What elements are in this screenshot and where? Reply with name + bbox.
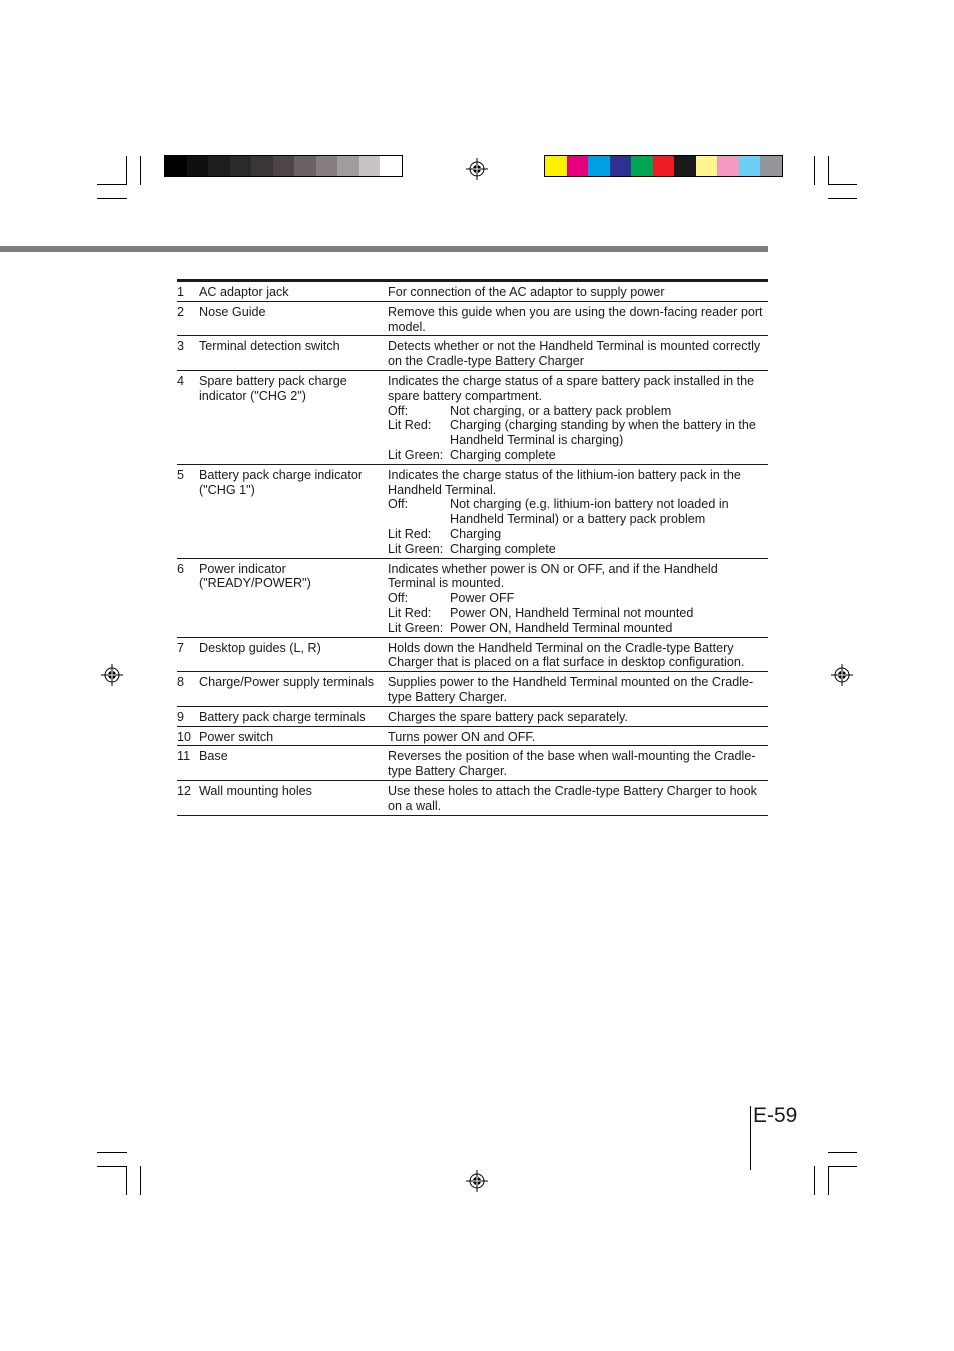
state-value: Not charging (e.g. lithium-ion battery not loaded in Handheld Terminal) or a battery pack problem [450,497,729,527]
indicator-state [388,591,768,606]
part-number: 12 [177,780,199,815]
table-row [177,464,768,558]
part-description-cell [388,746,768,781]
part-description: Holds down the Handheld Terminal on the Cradle-type Battery Charger that is placed on a flat surface in desktop configuration. [388,640,745,670]
part-description: For connection of the AC adaptor to supply power [388,285,665,299]
part-description: Use these holes to attach the Cradle-type Battery Charger to hook on a wall. [388,783,757,813]
part-description-cell [388,672,768,707]
part-name: Charge/Power supply terminals [199,672,388,707]
indicator-state [388,621,768,636]
part-number: 9 [177,706,199,726]
state-key: Lit Red: [388,526,432,541]
table-row [177,637,768,672]
color-swatch [359,156,381,176]
part-description-cell [388,336,768,371]
part-description-cell [388,780,768,815]
color-swatch [294,156,316,176]
table-row [177,746,768,781]
part-name: Terminal detection switch [199,336,388,371]
part-number: 10 [177,726,199,746]
color-swatch [653,156,675,176]
part-description-cell [388,281,768,302]
color-swatch [631,156,653,176]
color-swatch [588,156,610,176]
state-key: Lit Green: [388,541,444,556]
color-swatch [717,156,739,176]
part-number: 6 [177,558,199,637]
part-description-cell [388,637,768,672]
indicator-state [388,527,768,542]
part-description-cell [388,726,768,746]
color-swatch [273,156,295,176]
table-row [177,726,768,746]
indicator-state [388,448,768,463]
part-number: 2 [177,301,199,336]
table-row [177,672,768,707]
state-value: Power ON, Handheld Terminal mounted [450,620,673,635]
color-swatch [316,156,338,176]
part-description: Charges the spare battery pack separately. [388,709,628,724]
part-number: 3 [177,336,199,371]
color-swatch [251,156,273,176]
part-name: Nose Guide [199,301,388,336]
color-swatch [208,156,230,176]
part-description: Indicates the charge status of a spare battery pack installed in the spare battery compartment. [388,373,755,403]
state-key: Lit Green: [388,620,444,635]
registration-mark-icon [466,1170,488,1192]
part-description: Supplies power to the Handheld Terminal mounted on the Cradle-type Battery Charger. [388,675,754,704]
part-name: Power indicator ("READY/POWER") [199,558,388,637]
indicator-state [388,404,768,419]
registration-mark-icon [466,158,488,180]
part-number: 5 [177,464,199,558]
state-key: Lit Green: [388,447,444,462]
state-value: Charging [450,526,502,541]
part-name: Battery pack charge terminals [199,706,388,726]
part-description: Remove this guide when you are using the down-facing reader port model. [388,304,763,334]
state-value: Power OFF [450,591,515,606]
part-number: 11 [177,746,199,781]
part-number: 4 [177,370,199,464]
color-swatch [610,156,632,176]
state-value: Not charging, or a battery pack problem [450,403,672,418]
part-number: 8 [177,672,199,707]
grayscale-color-bar [164,155,403,177]
part-description-cell [388,370,768,464]
state-key: Off: [388,403,409,418]
state-key: Lit Red: [388,605,432,620]
part-number: 7 [177,637,199,672]
table-row [177,706,768,726]
table-row [177,780,768,815]
part-name: Desktop guides (L, R) [199,637,388,672]
table-row [177,301,768,336]
indicator-state [388,418,768,448]
part-description: Turns power ON and OFF. [388,729,536,744]
color-swatch [674,156,696,176]
color-swatch [165,156,187,176]
state-value: Charging complete [450,447,556,462]
part-name: Wall mounting holes [199,780,388,815]
color-swatch [380,156,402,176]
part-description-cell [388,301,768,336]
color-swatch [760,156,782,176]
part-description-cell [388,706,768,726]
state-key: Off: [388,591,409,606]
registration-mark-icon [101,664,123,686]
registration-mark-icon [831,664,853,686]
table-row [177,370,768,464]
color-swatch [337,156,359,176]
part-name: Spare battery pack charge indicator ("CHG 2") [199,370,388,464]
part-number: 1 [177,281,199,302]
color-swatch [187,156,209,176]
parts-table [177,279,768,816]
indicator-state [388,542,768,557]
process-color-bar [544,155,783,177]
indicator-state [388,606,768,621]
part-name: AC adaptor jack [199,281,388,302]
part-description: Reverses the position of the base when wall-mounting the Cradle-type Battery Charger. [388,749,756,779]
header-rule [0,246,768,252]
table-row [177,281,768,302]
color-swatch [545,156,567,176]
color-swatch [696,156,718,176]
indicator-state [388,497,768,527]
state-value: Charging complete [450,541,556,556]
part-description-cell [388,464,768,558]
color-swatch [567,156,589,176]
part-name: Base [199,746,388,781]
part-description: Detects whether or not the Handheld Terminal is mounted correctly on the Cradle-type Battery Charger [388,339,761,369]
part-name: Power switch [199,726,388,746]
part-description: Indicates the charge status of the lithium-ion battery pack in the Handheld Terminal. [388,467,741,497]
part-name: Battery pack charge indicator ("CHG 1") [199,464,388,558]
state-value: Power ON, Handheld Terminal not mounted [450,605,694,620]
page-number-rule [750,1106,751,1170]
table-row [177,558,768,637]
table-row [177,336,768,371]
state-key: Off: [388,497,409,512]
state-key: Lit Red: [388,418,432,433]
color-swatch [739,156,761,176]
part-description-cell [388,558,768,637]
page-number: E-59 [753,1104,798,1127]
color-swatch [230,156,252,176]
state-value: Charging (charging standing by when the battery in the Handheld Terminal is charging) [450,418,756,448]
part-description: Indicates whether power is ON or OFF, and if the Handheld Terminal is mounted. [388,561,718,591]
